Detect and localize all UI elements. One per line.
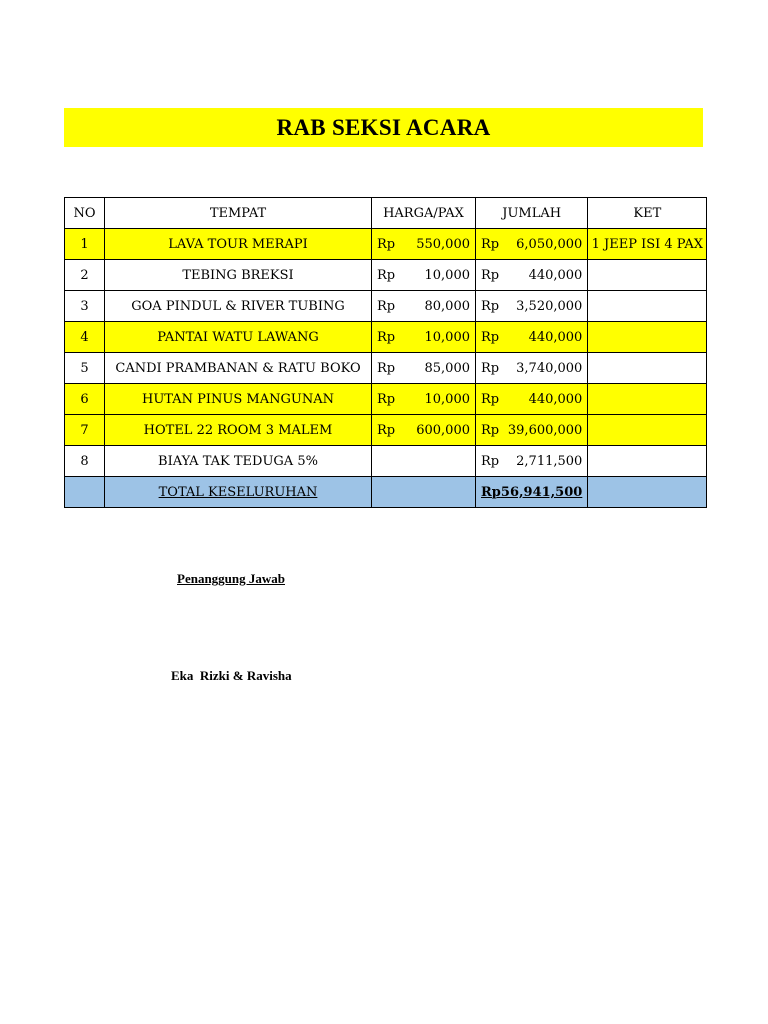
harga-currency: Rp (377, 360, 396, 376)
cell-tempat: BIAYA TAK TEDUGA 5% (105, 446, 372, 477)
header-jumlah: JUMLAH (476, 198, 588, 229)
cell-tempat: HOTEL 22 ROOM 3 MALEM (105, 415, 372, 446)
cell-no: 8 (65, 446, 105, 477)
cell-no: 1 (65, 229, 105, 260)
cell-no: 7 (65, 415, 105, 446)
cell-jumlah (476, 415, 588, 446)
cell-jumlah (476, 384, 588, 415)
cell-no: 2 (65, 260, 105, 291)
total-row (65, 477, 707, 508)
cell-harga (372, 260, 476, 291)
total-value-cell (476, 477, 588, 508)
harga-value: 80,000 (424, 298, 470, 314)
harga-currency: Rp (377, 329, 396, 345)
header-no: NO (65, 198, 105, 229)
cell-ket (588, 415, 707, 446)
cell-ket (588, 322, 707, 353)
jumlah-currency: Rp (481, 453, 500, 469)
cell-tempat: GOA PINDUL & RIVER TUBING (105, 291, 372, 322)
harga-value: 550,000 (416, 236, 470, 252)
cell-jumlah (476, 446, 588, 477)
jumlah-currency: Rp (481, 298, 500, 314)
page-title: RAB SEKSI ACARA (276, 114, 491, 140)
cell-tempat: LAVA TOUR MERAPI (105, 229, 372, 260)
cell-harga (372, 322, 476, 353)
table-header-row (65, 198, 707, 229)
cell-ket (588, 260, 707, 291)
harga-currency: Rp (377, 236, 396, 252)
cell-ket: 1 JEEP ISI 4 PAX (588, 229, 707, 260)
cell-tempat: CANDI PRAMBANAN & RATU BOKO (105, 353, 372, 384)
cell-tempat: TEBING BREKSI (105, 260, 372, 291)
signature-name: Eka Rizki & Ravisha (171, 668, 292, 683)
table-row (65, 291, 707, 322)
harga-currency: Rp (377, 267, 396, 283)
total-harga-cell (372, 477, 476, 508)
table-row (65, 353, 707, 384)
table-row (65, 384, 707, 415)
header-ket: KET (588, 198, 707, 229)
table-row (65, 415, 707, 446)
jumlah-value: 39,600,000 (507, 422, 583, 438)
jumlah-currency: Rp (481, 329, 500, 345)
jumlah-value: 3,520,000 (516, 298, 583, 314)
jumlah-currency: Rp (481, 267, 500, 283)
jumlah-value: 6,050,000 (516, 236, 583, 252)
harga-currency: Rp (377, 391, 396, 407)
harga-value: 600,000 (416, 422, 470, 438)
total-ket-cell (588, 477, 707, 508)
title-banner (64, 108, 703, 147)
cell-harga (372, 384, 476, 415)
jumlah-value: 3,740,000 (516, 360, 583, 376)
jumlah-currency: Rp (481, 391, 500, 407)
jumlah-currency: Rp (481, 360, 500, 376)
harga-value: 85,000 (424, 360, 470, 376)
cell-harga (372, 291, 476, 322)
table-row (65, 260, 707, 291)
header-tempat: TEMPAT (105, 198, 372, 229)
cell-jumlah (476, 291, 588, 322)
cell-ket (588, 353, 707, 384)
jumlah-value: 440,000 (528, 391, 583, 407)
table-row (65, 322, 707, 353)
total-currency: Rp (481, 484, 501, 500)
cell-no: 3 (65, 291, 105, 322)
jumlah-value: 2,711,500 (516, 453, 583, 469)
cell-jumlah (476, 260, 588, 291)
harga-value: 10,000 (424, 267, 470, 283)
cell-tempat: HUTAN PINUS MANGUNAN (105, 384, 372, 415)
jumlah-value: 440,000 (528, 267, 583, 283)
cell-jumlah (476, 353, 588, 384)
table-row (65, 446, 707, 477)
cell-ket (588, 291, 707, 322)
jumlah-currency: Rp (481, 236, 500, 252)
cell-harga (372, 415, 476, 446)
cell-no: 5 (65, 353, 105, 384)
total-no-cell (65, 477, 105, 508)
cell-jumlah (476, 229, 588, 260)
header-harga: HARGA/PAX (372, 198, 476, 229)
harga-currency: Rp (377, 422, 396, 438)
cell-harga (372, 446, 476, 477)
harga-value: 10,000 (424, 329, 470, 345)
harga-currency: Rp (377, 298, 396, 314)
total-label: TOTAL KESELURUHAN (105, 477, 372, 508)
cell-ket (588, 446, 707, 477)
jumlah-currency: Rp (481, 422, 500, 438)
total-value: 56,941,500 (500, 484, 583, 500)
cell-tempat: PANTAI WATU LAWANG (105, 322, 372, 353)
cell-harga (372, 229, 476, 260)
cell-jumlah (476, 322, 588, 353)
cell-harga (372, 353, 476, 384)
table-row (65, 229, 707, 260)
rab-table (64, 197, 707, 508)
harga-value: 10,000 (424, 391, 470, 407)
cell-no: 4 (65, 322, 105, 353)
signature-title: Penanggung Jawab (177, 571, 285, 586)
jumlah-value: 440,000 (528, 329, 583, 345)
cell-no: 6 (65, 384, 105, 415)
cell-ket (588, 384, 707, 415)
